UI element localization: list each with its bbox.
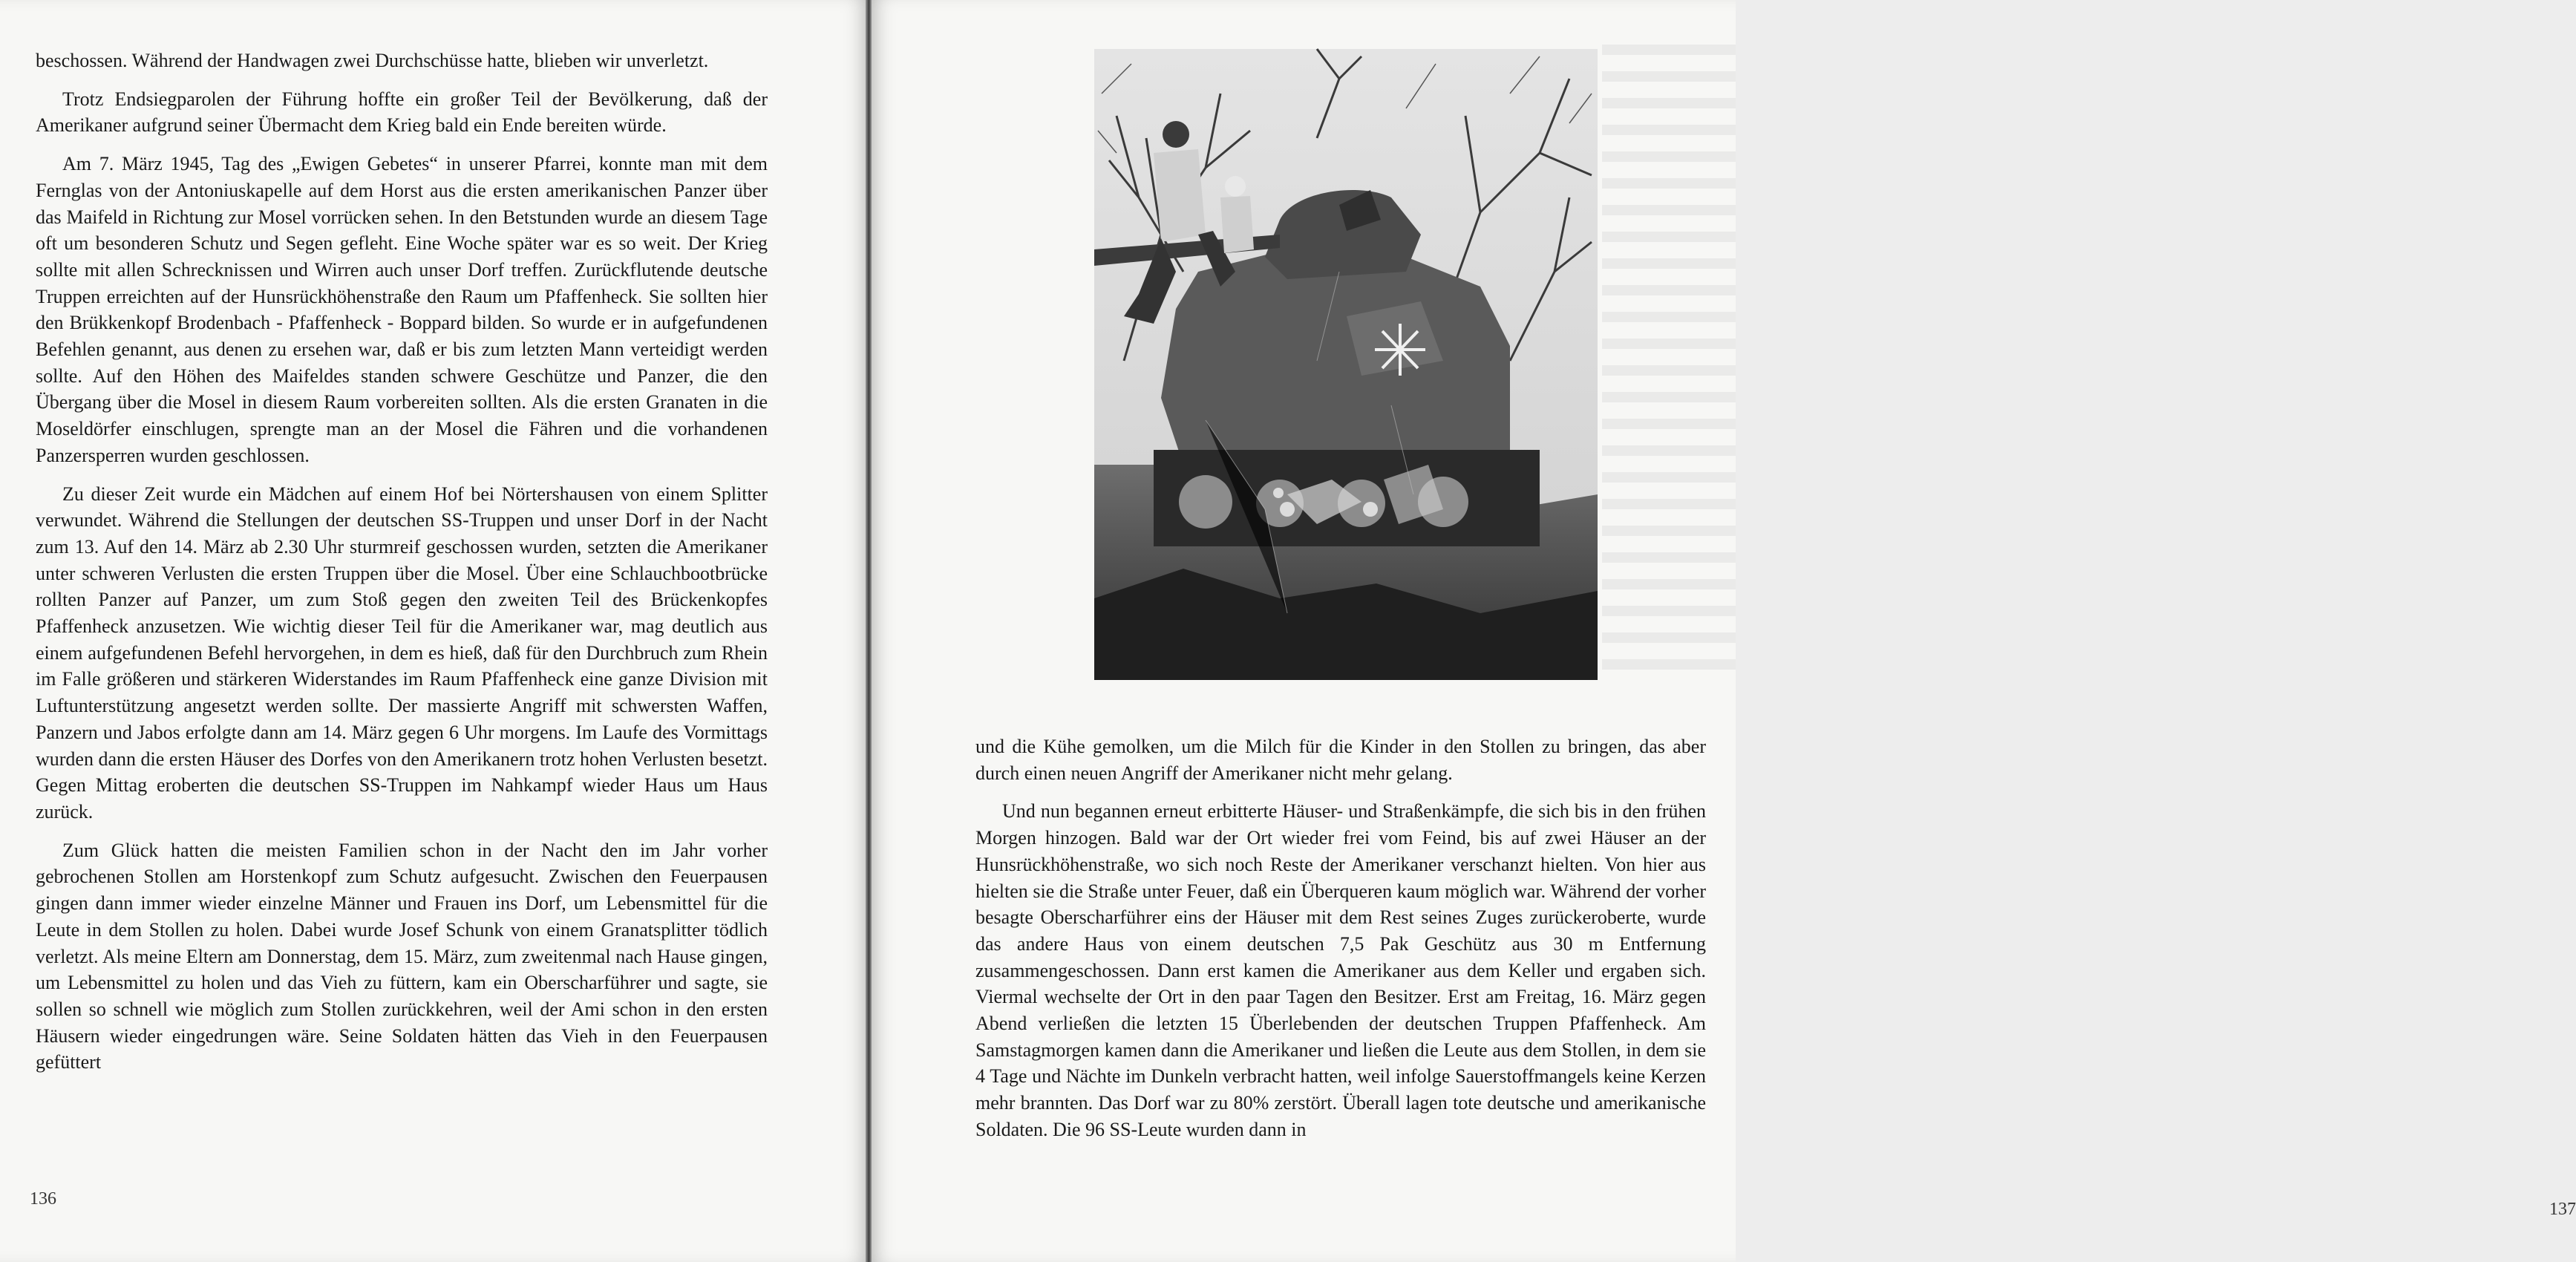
paragraph: und die Kühe gemolken, um die Milch für die Kinder in den Stollen zu bringen, das aber durch einen neuen Angriff der Amerikaner nicht mehr gelang. bbox=[975, 736, 1706, 784]
paragraph: Zum Glück hatten die meisten Familien schon in der Nacht den im Jahr vorher gebrochenen Stollen am Horstenkopf zum Schutz aufgesucht. Zwischen den Feuerpausen gingen dann immer wieder einzelne Männer und Frauen ins Dorf, um Lebensmittel für die Leute in dem Stollen zu holen. Dabei wurde Josef Schunk von einem Granatsplitter tödlich verletzt. Als meine Eltern am Donnerstag, dem 15. März, zum zweitenmal nach Hause gingen, um Lebensmittel zu holen und das Vieh zu füttern, kam ein Oberscharführer und sagte, sie sollen so schnell wie möglich zum Stollen zurückkehren, weil der Ami schon in den ersten Häusern wieder eingedrungen wäre. Seine Soldaten hätten das Vieh in den Feuerpausen gefüttert bbox=[36, 839, 768, 1073]
tank-photo-illustration bbox=[1094, 49, 1598, 680]
paragraph: Zu dieser Zeit wurde ein Mädchen auf einem Hof bei Nörtershausen von einem Splitter verwundet. Während die Stellungen der deutschen SS-Truppen und unser Dorf in der Nacht zum 13. Auf den 14. März ab 2.30 Uhr sturmreif geschossen wurden, setzten die Amerikaner unter schweren Verlusten die ersten Truppen über die Mosel. Über eine Schlauchbootbrücke rollten Panzer auf Panzer, um zum Stoß gegen den zweiten Teil des Brückenkopfes Pfaffenheck anzusetzen. Wie wichtig dieser Teil für die Amerikaner war, mag deutlich aus einem aufgefundenen Befehl hervorgehen, in dem es hieß, daß für den Durchbruch zum Rhein im Falle größeren und stärkeren Widerstandes im Raum Pfaffenheck eine ganze Division mit Luftunterstützung angesetzt werden sollte. Der massierte Angriff mit schwersten Waffen, Panzern und Jabos erfolgte dann am 14. März gegen 6 Uhr morgens. Im Laufe des Vormittags wurden dann die ersten Häuser des Dorfes von den Amerikanern trotz hohen Verlusten besetzt. Gegen Mittag eroberten die deutschen SS-Truppen im Nahkampf wieder Haus um Haus zurück. bbox=[36, 483, 768, 823]
paragraph: Am 7. März 1945, Tag des „Ewigen Gebetes“ in unserer Pfarrei, konnte man mit dem Fernglas von der Antoniuskapelle auf dem Horst aus die ersten amerikanischen Panzer über das Maifeld in Richtung zur Mosel vorrücken sehen. In den Betstunden wurde an diesem Tage oft um besonderen Schutz und Segen gefleht. Eine Woche später war es so weit. Der Krieg sollte mit allen Schrecknissen und Wirren auch unser Dorf treffen. Zurückflutende deutsche Truppen erreichten auf der Hunsrückhöhenstraße den Raum um Pfaffenheck. Sie sollten hier den Brükkenkopf Brodenbach - Pfaffenheck - Boppard bilden. So wurde er in aufgefundenen Befehlen genannt, aus denen zu ersehen war, daß er bis zum letzten Mann verteidigt werden sollte. Auf den Höhen des Maifeldes standen schwere Geschütze und Panzer, die den Übergang über die Mosel in diesem Raum vorbereiten sollten. Als die ersten Granaten in die Moseldörfer einschlugen, sprengte man an der Mosel die Fähren und die vorhandenen Panzersperren wurden geschlossen. bbox=[36, 153, 768, 466]
page-number-right: 137 bbox=[2549, 1200, 2576, 1219]
bleed-through-text bbox=[1602, 45, 1736, 683]
paragraph: Trotz Endsiegparolen der Führung hoffte ein großer Teil der Bevölkerung, daß der Amerikaner aufgrund seiner Übermacht dem Krieg bald ein Ende bereiten würde. bbox=[36, 88, 768, 137]
paragraph: beschossen. Während der Handwagen zwei Durchschüsse hatte, blieben wir unverletzt. bbox=[36, 50, 709, 71]
right-page-text bbox=[975, 733, 1706, 1155]
left-page-text bbox=[36, 48, 768, 1088]
paragraph: Und nun begannen erneut erbitterte Häuser- und Straßenkämpfe, die sich bis in den frühen Morgen hinzogen. Bald war der Ort wieder frei vom Feind, bis auf zwei Häuser an der Hunsrückhöhenstraße, wo sich noch Reste der Amerikaner verschanzt hielten. Von hier aus hielten sie die Straße unter Feuer, daß ein Überqueren kaum möglich war. Während der vorher besagte Oberscharführer eins der Häuser mit dem Rest seines Zuges zurückeroberte, wurde das andere Haus von einem deutschen 7,5 Pak Geschütz aus 30 m Entfernung zusammengeschossen. Dann erst kamen die Amerikaner aus dem Keller und ergaben sich. Viermal wechselte der Ort in den paar Tagen den Besitzer. Erst am Freitag, 16. März gegen Abend verließen die letzten 15 Überlebenden der deutschen Truppen Pfaffenheck. Am Samstagmorgen kamen dann die Amerikaner und ließen die Leute aus dem Stollen, in dem sie 4 Tage und Nächte im Dunkeln verbracht hatten, weil infolge Sauerstoffmangels keine Kerzen mehr brannten. Das Dorf war zu 80% zerstört. Überall lagen tote deutsche und amerikanische Soldaten. Die 96 SS-Leute wurden dann in bbox=[975, 800, 1706, 1140]
page-number-left: 136 bbox=[30, 1189, 56, 1209]
tank-photograph bbox=[1094, 49, 1598, 680]
left-page bbox=[0, 0, 867, 1262]
star-insignia bbox=[1375, 324, 1425, 376]
